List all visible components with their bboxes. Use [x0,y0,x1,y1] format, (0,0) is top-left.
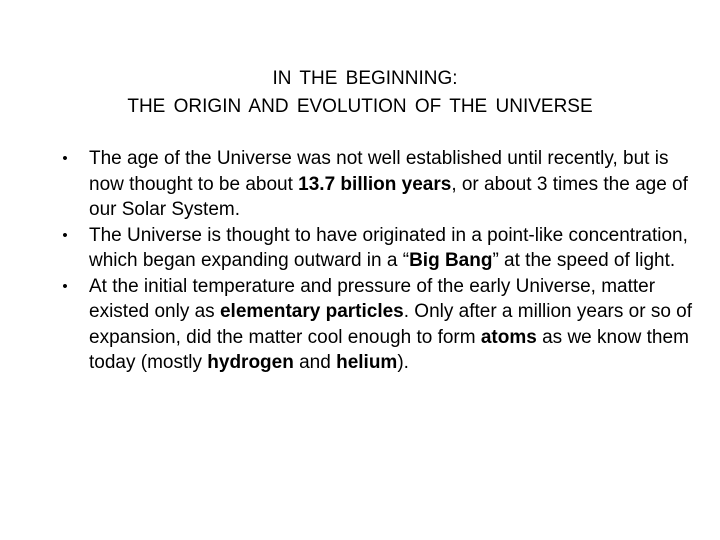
bullet-glyph: • [62,277,68,295]
bullet-item-origin [58,223,698,274]
bullet-list [58,146,698,376]
bullet-text: The Universe is thought to have originated in a point-like concentration, which began expanding outward in a “ [89,224,688,271]
bullet-glyph: • [62,226,68,244]
bullet-text: ). [397,352,409,373]
bullet-text: The age of the Universe was not well established until recently, but is now thought to be about [89,148,669,195]
bullet-text: ” at the speed of light. [492,250,676,271]
slide-title [0,66,720,120]
bullet-glyph: • [62,150,68,167]
bullet-item-matter [58,274,698,376]
bullet-text: as we know them today (mostly [89,326,689,373]
title-line-2: THE ORIGIN AND EVOLUTION OF THE UNIVERSE [127,96,593,117]
bullet-bold-text: Big Bang [409,250,493,271]
bullet-bold-text: 13.7 billion years [298,173,452,195]
bullet-bold-text: atoms [480,326,537,348]
title-line-1: IN THE BEGINNING: [272,68,458,89]
bullet-bold-text: elementary particles [219,301,404,322]
bullet-item-age [58,146,698,223]
bullet-text: . Only after a million years or so of expansion, did the matter cool enough to form [89,301,693,348]
bullet-text: , or about 3 times the age of our Solar System. [89,173,688,220]
bullet-text: and [293,352,337,373]
bullet-bold-text: hydrogen [207,352,294,373]
bullet-text: At the initial temperature and pressure of the early Universe, matter existed only as [89,275,656,322]
bullet-bold-text: helium [336,352,398,373]
